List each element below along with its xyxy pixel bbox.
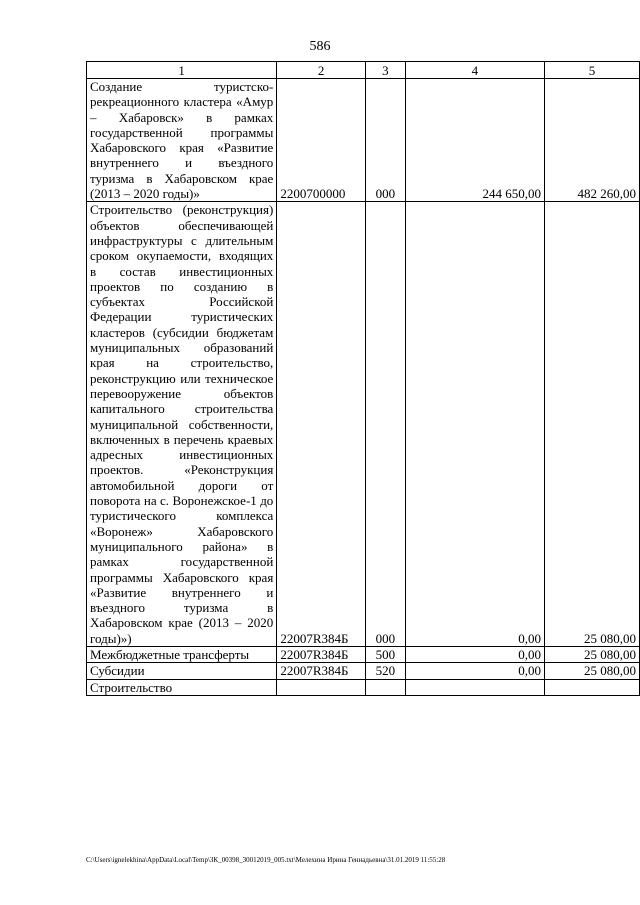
- row-sum-2: 25 080,00: [544, 646, 639, 662]
- header-col-2: 2: [277, 62, 366, 79]
- row-sum-1: 0,00: [405, 202, 544, 647]
- footer-file-path: C:\Users\ignelekhina\AppData\Local\Temp\ЗК_00398_30012019_005.txt\Мелехина Ирина Геннадьевна\31.01.2019 11:55:28: [86, 856, 446, 864]
- row-type: 000: [366, 79, 406, 202]
- row-sum-2: [544, 679, 639, 695]
- row-code: 22007R384Б: [277, 663, 366, 679]
- row-sum-1: 0,00: [405, 663, 544, 679]
- budget-table: [86, 61, 640, 696]
- row-name: Строительство (реконструкция) объектов обеспечивающей инфраструктуры с длительным сроком окупаемости, входящих в состав инвестиционных проектов по созданию в субъектах Российской Федерации туристических кластеров (субсидии бюджетам муниципальных образований края на строительство, реконструкцию или техническое перевооружение объектов капитального строительства муниципальной собственности, включенных в перечень краевых адресных инвестиционных проектов. «Реконструкция автомобильной дороги от поворота на с. Воронежское-1 до туристического комплекса «Воронеж» Хабаровского муниципального района» в рамках государственной программы Хабаровского края «Развитие внутреннего и въездного туризма в Хабаровском крае (2013 – 2020 годы)»): [87, 202, 277, 647]
- row-sum-1: [405, 679, 544, 695]
- table-row: [87, 679, 640, 695]
- row-sum-1: 244 650,00: [405, 79, 544, 202]
- row-name: Межбюджетные трансферты: [87, 646, 277, 662]
- header-col-1: 1: [87, 62, 277, 79]
- header-col-4: 4: [405, 62, 544, 79]
- row-name: Создание туристско-рекреационного кластера «Амур – Хабаровск» в рамках государственной программы Хабаровского края «Развитие внутреннего и въездного туризма в Хабаровском крае (2013 – 2020 годы)»: [87, 79, 277, 202]
- header-col-5: 5: [544, 62, 639, 79]
- header-col-3: 3: [366, 62, 406, 79]
- table-row: [87, 646, 640, 662]
- page-number: 586: [309, 39, 331, 54]
- table-header-row: [87, 62, 640, 79]
- table-row: [87, 79, 640, 202]
- row-sum-2: 25 080,00: [544, 202, 639, 647]
- row-type: 000: [366, 202, 406, 647]
- row-sum-2: 482 260,00: [544, 79, 639, 202]
- row-type: 500: [366, 646, 406, 662]
- table-row: [87, 202, 640, 647]
- row-code: 22007R384Б: [277, 202, 366, 647]
- row-sum-1: 0,00: [405, 646, 544, 662]
- row-name: Субсидии: [87, 663, 277, 679]
- row-code: 2200700000: [277, 79, 366, 202]
- row-sum-2: 25 080,00: [544, 663, 639, 679]
- table-row: [87, 663, 640, 679]
- row-code: 22007R384Б: [277, 646, 366, 662]
- row-name: Строительство: [87, 679, 277, 695]
- row-type: 520: [366, 663, 406, 679]
- row-type: [366, 679, 406, 695]
- row-code: [277, 679, 366, 695]
